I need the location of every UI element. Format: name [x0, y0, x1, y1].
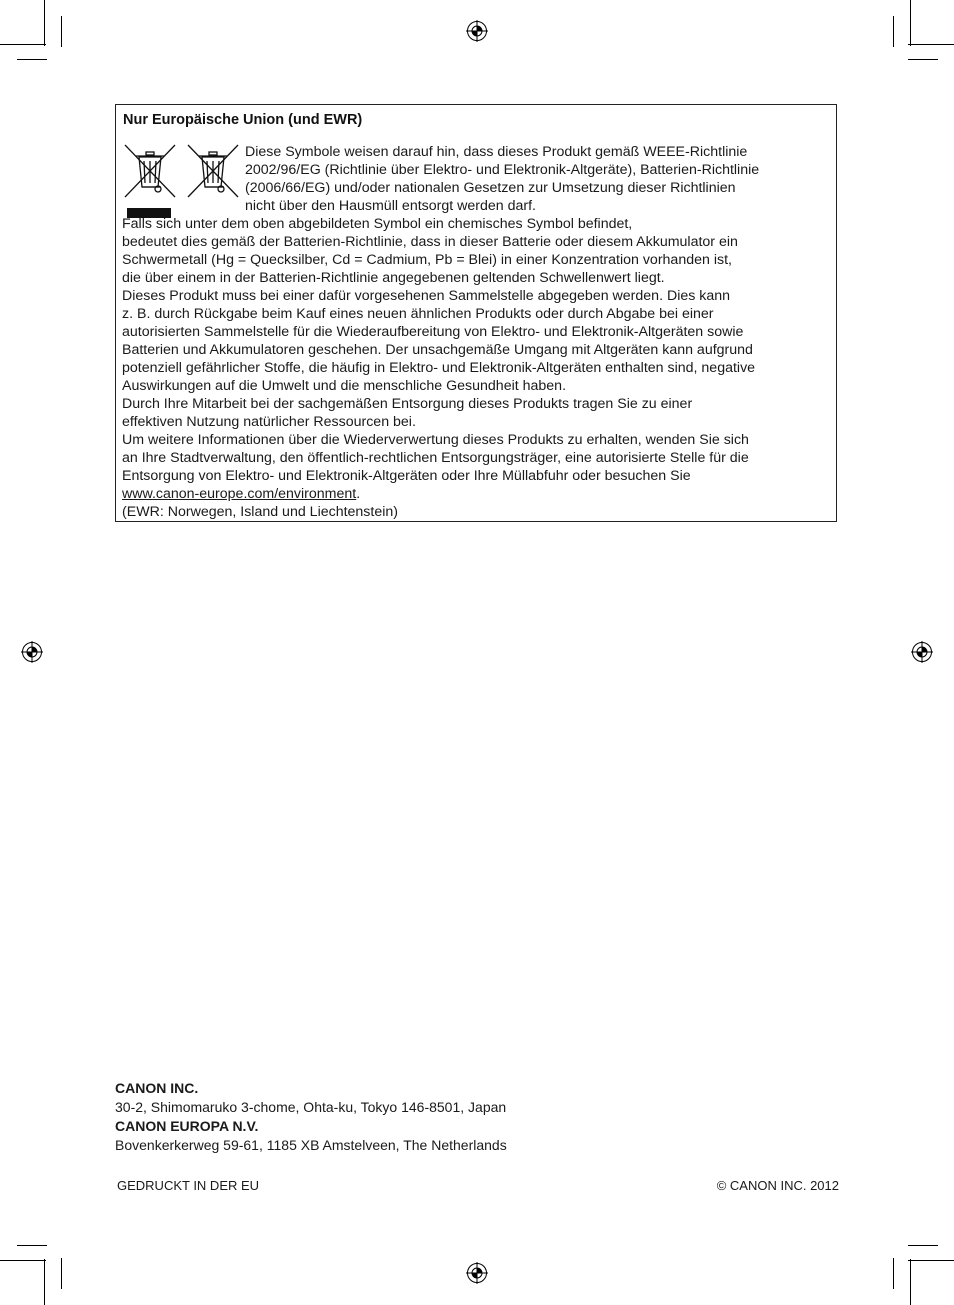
environment-link[interactable]: www.canon-europe.com/environment: [122, 486, 357, 502]
canon-europa-address: Bovenkerkerweg 59-61, 1185 XB Amstelveen, The Netherlands: [115, 1137, 507, 1153]
crop-mark: [908, 1245, 938, 1246]
crop-mark: [908, 44, 954, 45]
registration-mark-icon: [466, 1262, 488, 1284]
text-line: die über einem in der Batterien-Richtlinie angegebenen geltenden Schwellenwert liegt.: [122, 270, 665, 286]
text-line: effektiven Nutzung natürlicher Ressourcen bei.: [122, 414, 416, 430]
text-line: nicht über den Hausmüll entsorgt werden darf.: [245, 198, 537, 214]
canon-inc-name: CANON INC.: [115, 1080, 199, 1096]
text-line: Durch Ihre Mitarbeit bei der sachgemäßen Entsorgung dieses Produkts tragen Sie zu einer: [122, 396, 693, 412]
text-line: Batterien und Akkumulatoren geschehen. Der unsachgemäße Umgang mit Altgeräten kann aufgrund: [122, 342, 753, 358]
canon-europa-name: CANON EUROPA N.V.: [115, 1118, 259, 1134]
text-line: 2002/96/EG (Richtlinie über Elektro- und Elektronik-Altgeräte), Batterien-Richtlinie: [245, 162, 760, 178]
crop-mark: [910, 1259, 911, 1305]
text-line: Dieses Produkt muss bei einer dafür vorgesehenen Sammelstelle abgegeben werden. Dies kann: [122, 288, 731, 304]
notice-body: [122, 143, 834, 521]
crop-mark: [0, 44, 46, 45]
text-line: Um weitere Informationen über die Wiederverwertung dieses Produkts zu erhalten, wenden Sie sich: [122, 432, 749, 448]
crop-mark: [910, 0, 911, 46]
weee-notice-box: [115, 104, 837, 522]
printed-in-label: GEDRUCKT IN DER EU: [117, 1178, 260, 1193]
text-line: autorisierten Sammelstelle für die Wiederaufbereitung von Elektro- und Elektronik-Altgeräten sowie: [122, 324, 744, 340]
text-line: potenziell gefährlicher Stoffe, die häufig in Elektro- und Elektronik-Altgeräten enthalten sind, negative: [122, 360, 756, 376]
crop-mark: [17, 59, 47, 60]
text-line: Entsorgung von Elektro- und Elektronik-Altgeräten oder Ihre Müllabfuhr oder besuchen Sie: [122, 468, 691, 484]
canon-inc-address: 30-2, Shimomaruko 3-chome, Ohta-ku, Tokyo 146-8501, Japan: [115, 1099, 507, 1115]
link-line: [122, 485, 834, 503]
crop-mark: [17, 1245, 47, 1246]
text-line: Falls sich unter dem oben abgebildeten Symbol ein chemisches Symbol befindet,: [122, 216, 633, 232]
link-suffix: .: [356, 486, 361, 502]
ewr-note: (EWR: Norwegen, Island und Liechtenstein): [122, 504, 399, 520]
crop-mark: [893, 16, 894, 47]
text-line: (2006/66/EG) und/oder nationalen Gesetzen zur Umsetzung dieser Richtlinien: [245, 180, 736, 196]
registration-mark-icon: [911, 641, 933, 663]
text-line: an Ihre Stadtverwaltung, den öffentlich-rechtlichen Entsorgungsträger, eine autorisierte Stelle für die: [122, 450, 749, 466]
text-line: z. B. durch Rückgabe beim Kauf eines neuen ähnlichen Produkts oder durch Abgabe bei einer: [122, 306, 714, 322]
text-line: Schwermetall (Hg = Quecksilber, Cd = Cadmium, Pb = Blei) in einer Konzentration vorhanden ist,: [122, 252, 732, 268]
copyright-label: © CANON INC. 2012: [716, 1178, 839, 1193]
crop-mark: [44, 1259, 45, 1305]
registration-mark-icon: [21, 641, 43, 663]
crop-mark: [0, 1260, 46, 1261]
notice-title: Nur Europäische Union (und EWR): [123, 112, 363, 128]
registration-mark-icon: [466, 20, 488, 42]
text-line: bedeutet dies gemäß der Batterien-Richtlinie, dass in dieser Batterie oder diesem Akkumulator ein: [122, 234, 738, 250]
crop-mark: [908, 1260, 954, 1261]
crop-mark: [908, 59, 938, 60]
crop-mark: [61, 1258, 62, 1289]
text-line: Diese Symbole weisen darauf hin, dass dieses Produkt gemäß WEEE-Richtlinie: [245, 144, 748, 160]
crop-mark: [44, 0, 45, 46]
crop-mark: [61, 16, 62, 47]
text-line: Auswirkungen auf die Umwelt und die menschliche Gesundheit haben.: [122, 378, 567, 394]
crop-mark: [893, 1258, 894, 1289]
